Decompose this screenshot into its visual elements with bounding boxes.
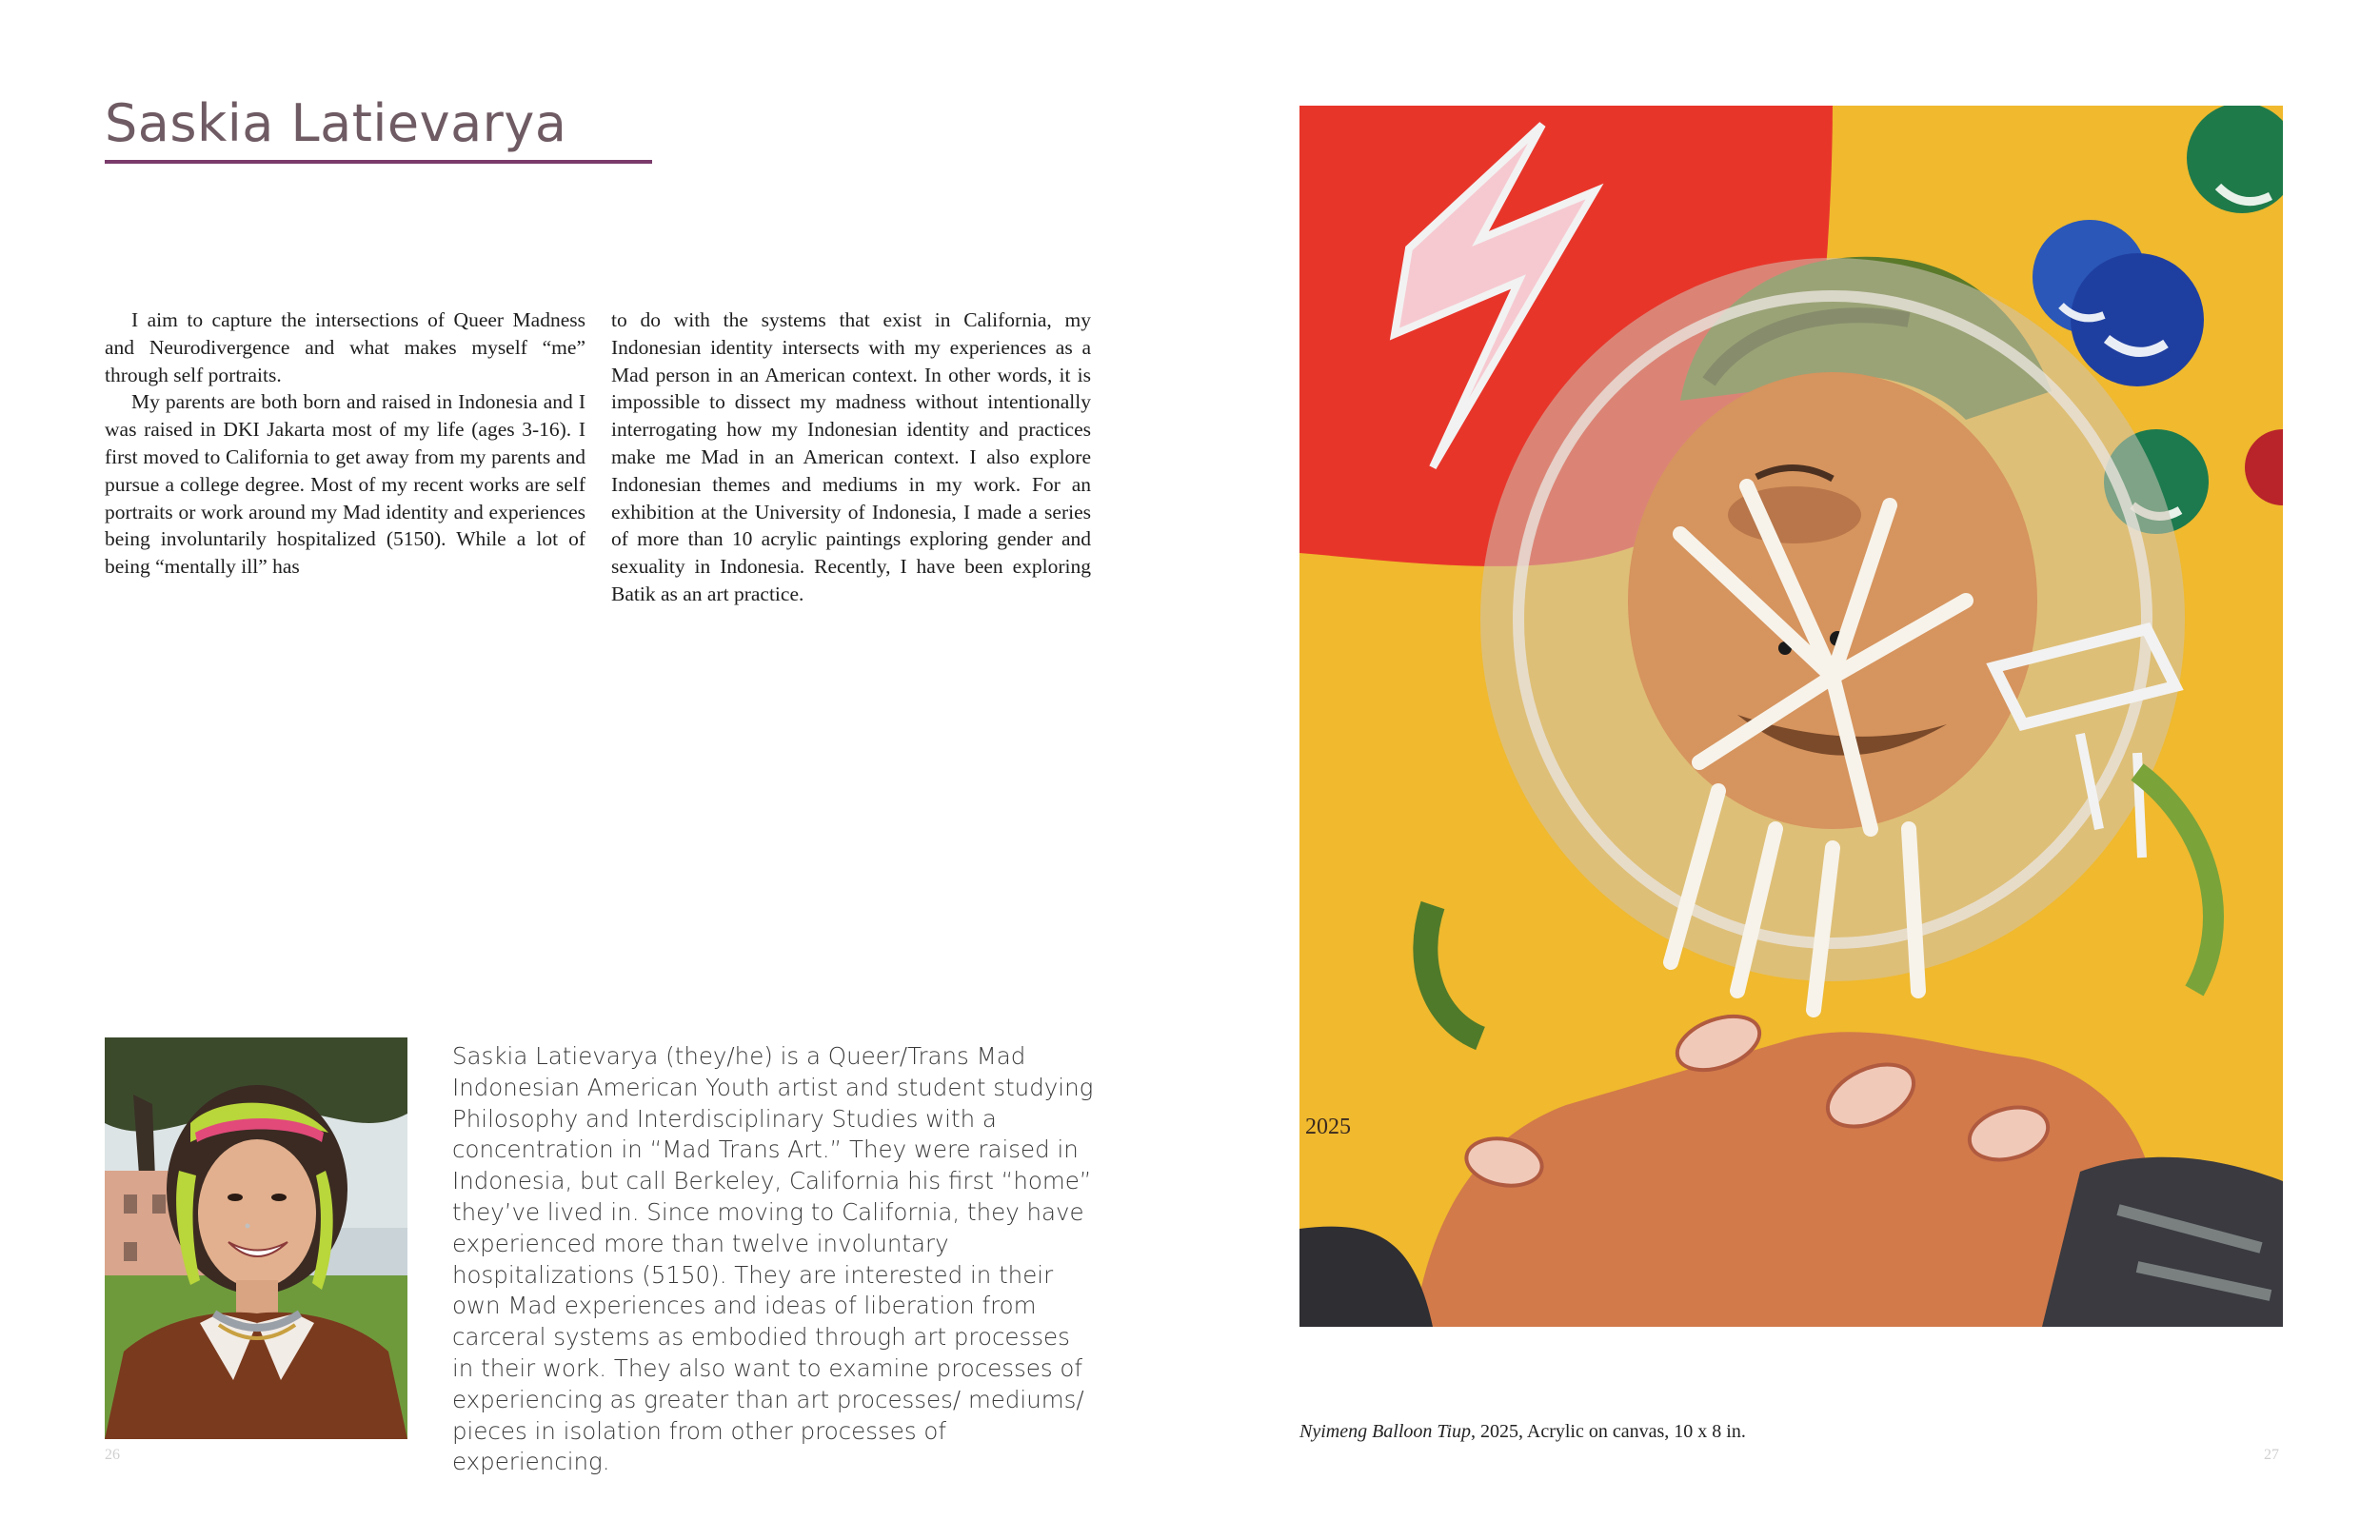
essay-column-2: [611, 306, 1091, 608]
portrait-image: [105, 1037, 407, 1439]
essay-paragraph-1: I aim to capture the intersections of Queer Madness and Neurodivergence and what makes myself “me” through self portraits.: [105, 308, 585, 386]
artwork-painting: [1299, 106, 2283, 1327]
artwork-details: , 2025, Acrylic on canvas, 10 x 8 in.: [1471, 1421, 1746, 1442]
artist-bio: Saskia Latievarya (they/he) is a Queer/Trans Mad Indonesian American Youth artist and student studying Philosophy and Interdisciplinary Studies with a concentration in “Mad Trans Art.” They were raised in Indonesia, but call Berkeley, California his first “home” they’ve lived in. Since moving to California, they have experienced more than twelve involuntary hospitalizations (5150). They are interested in their own Mad experiences and ideas of liberation from carceral systems as embodied through art processes in their work. They also want to examine processes of experiencing as greater than art processes/ mediums/ pieces in isolation from other processes of experiencing.: [452, 1042, 1094, 1476]
artwork-caption: [1299, 1421, 1746, 1443]
title-rule: [105, 160, 652, 164]
artist-portrait-photo: [105, 1037, 407, 1439]
painting-signature: 2025: [1305, 1115, 1351, 1139]
artwork-title: Nyimeng Balloon Tiup: [1299, 1421, 1471, 1442]
page-title: Saskia Latievarya: [105, 93, 567, 153]
essay-column-1: [105, 306, 585, 581]
essay-paragraph-2-continued: to do with the systems that exist in California, my Indonesian identity intersects with my experiences as a Mad person in an American context. In other words, it is impossible to dissect my madness without intentionally interrogating how my Indonesian identity and practices make me Mad in an American context. I also explore Indonesian themes and mediums in my work. For an exhibition at the University of Indonesia, I made a series of more than 10 acrylic paintings exploring gender and sexuality in Indonesia. Recently, I have been exploring Batik as an art practice.: [611, 308, 1091, 605]
painting-image: [1299, 106, 2283, 1327]
essay-paragraph-2: My parents are both born and raised in Indonesia and I was raised in DKI Jakarta most of my life (ages 3-16). I first moved to California to get away from my parents and pursue a college degree. Most of my recent works are self portraits or work around my Mad identity and experiences being involuntarily hospitalized (5150). While a lot of being “mentally ill” has: [105, 390, 585, 579]
page-number-left: 26: [105, 1447, 120, 1463]
page-number-right: 27: [2264, 1447, 2279, 1463]
